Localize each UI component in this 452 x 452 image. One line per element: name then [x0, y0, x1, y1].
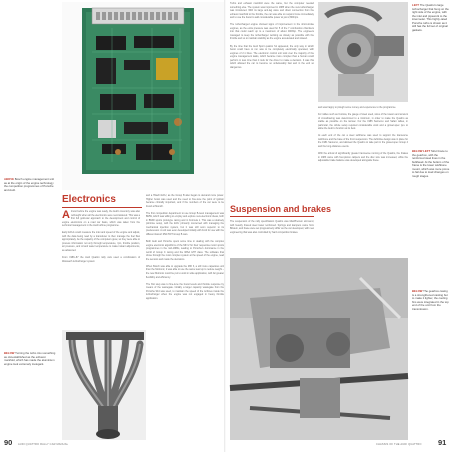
caption-label: ABOVE: [4, 177, 14, 181]
ecu-photo: [62, 2, 224, 190]
caption-text: The gearbox casing is a strengthened casting but to make it lighter, the cooling fins were integrated in the top end of the unit from the transmission.: [412, 289, 449, 311]
exhaust-manifold-photo: [62, 330, 146, 440]
ecu-illustration: [62, 2, 224, 190]
running-head: CHASSIS OF THE AUDI QUATTRO: [376, 443, 422, 446]
turbocharger-photo: [318, 2, 408, 102]
caption-label: LEFT: [412, 3, 419, 7]
heading-rule: [62, 207, 142, 208]
body-text: and was happy to plough some money and experience to the programme. For rallies such as Corsica, the gauge of steel used, sizes of the towers and amount of crossbracing was determined to a minimum, in order to make the Quattro as stable as possible on the tarmac. For the 1985 Sanremo and Safari rallies, in particular, the whole setup required considerable work and a gravel-spec tyre to allow the Audi to function at its best. At each end of the car a steel subframe was used to support the transverse wishbone and the base of the front suspension. The definitive design was in place for the 1981 Sanremo, and allowed the Quattro to take part in the gravel-spec Group 4 and the long-distance events. With the arrival of significantly greater transverse running of the Quattro, the brakes in 1983 came with four-piston calipers and the disc size was increased, while the adjustable brake balance was developed alongside these.: [318, 106, 408, 163]
caption-below: [412, 290, 450, 311]
right-page: [226, 0, 452, 452]
running-head: AUDI QUATTRO RALLY CAR MANUAL: [18, 443, 69, 446]
caption-text: Strut brace to the gearbox, with the reinforced steel lines in the bulkhead. At the bottom of the frame is the lower wishbone mount, which was more prone to fail due to load changes on rough stages.: [412, 149, 450, 178]
page-number: 91: [438, 438, 447, 447]
body-column-1b: [230, 220, 314, 256]
manifold-illustration: [62, 330, 146, 440]
page-number: 90: [4, 438, 13, 447]
caption-below-left: [412, 150, 450, 178]
body-column-2: [318, 106, 408, 216]
body-text: lmost before the engine was ready, the Audi's inventory was also rethought when all the electronics were reconsidered. This was a first full gold-star approach to the development and control of engine electronics on a road car basis, which was taken from the technical management in the Audi turbine programme. Early ECUs could measure the inlet and speed of the engine and adjust, with the data being read by a transducer to then manage the fuel flow appropriately. As the capacity of the computers grew, so they were able to process information not only through temperature, rpm, throttle position, air pressure, and oil and water temperature to make instant adjustments, as advanced. From 1986–87 the Audi Quattro rally cars used a combination of Weissach turbocharger system: [62, 210, 140, 263]
caption-below: [4, 352, 56, 366]
body-text: The suspension of the rally specification Quattro was MacPherson all-round, with heavily braced steel tower reinforced. Springs and dampers came from Bilstein, and these were set progressively stiffer as the car developed, with new engineering that was also controlled by hard competition brakes.: [230, 220, 315, 234]
body-column-1: [62, 210, 140, 330]
caption-label: BELOW: [4, 351, 15, 355]
body-column-1: [230, 2, 314, 202]
dropcap: A: [62, 208, 70, 221]
turbo-illustration: [318, 2, 408, 102]
section-heading: Suspension and brakes: [230, 204, 332, 214]
body-column-2: [146, 194, 224, 388]
caption-text: The Quattro's large turbocharger that hung on the right side of the engine, with the inlet and pipework to the intercooler. This highly-rated Porsche turbo is shown as it still has the full set of original gaskets.: [412, 3, 449, 32]
caption-text: Bosch engine management unit as at the origin of the engine technology the competition programmes of Porsche and Audi.: [4, 177, 55, 192]
heading-rule: [230, 216, 314, 217]
caption-label: BELOW LEFT: [412, 149, 431, 153]
body-text: Turbo and exhaust manifold were the same, but the computer needed something else. The system was improved in 1985 when the new turbocharger was introduced. With its large anti-lag valve and direct connection from the exhaust manifold to the throttle, the car was able to respond more immediately and to use the boost to add considerable power at just 2,800rpm. The turbocharged engine showed signs of improvement in the short-stroke engines, as the extra pressure was used for 5 of the 7 combustion chambers into that could reach up to a maximum of about 490bhp. The engineers managed to keep the turbocharger working as closely as possible with the throttle and so to maintain stability as the engine accelerated and slowed. By the time that the Audi Sport quattro S1 appeared, the only way in which boost could have to run was to be completely electrically operated, with engines of 2.1 litres. The electronic control unit took over the majority of the engine management tasks, which became more complex than a human could perform in less time than it took for the driver to make a decision. It was this which allowed the car to become so unbelievably fast and in the end so dangerous.: [230, 2, 314, 69]
chassis-illustration: [230, 258, 408, 440]
section-heading: Electronics: [62, 194, 116, 205]
body-text: and a Hitachi ECU, as the Group B also began to demand more power. Higher boost was used and the need to fine-tune the point of ignition became critically important, and if the numbers of the car were to be found at Munich. The first competition department to use Group B-level management was BMW, which was willing to employ and explore new electronic ideas, both in BMW sports prototype racing and in Formula 1. This was a relatively primitive setup, with the ECU primarily concerned with managing the mechanical injection system, but it was still soon superior to its predecessor. A unit was even developed initially with Ford for use with the different Escort RS1700T Group B cars. Both Audi and Porsche spent some time in dealing with the complex engine electronic algorithms of the MFI 2 for their respective motor sports programmes in the mid-1980s, leading to Porsche's dominance in the world of Group C racing and the IMSA GTP class. The software that drove through the most complex system at the speed of the engine, read the sensors and made the decisions. When Bosch was able to upgrade the MFI 3, a still more capacious unit than the Motronic, it was able to use the same lead up to reduce weight the new Motronic could be put to work in wide application, with far greater flexibility and efficiency. The first step was to fine-tune the boost levels and throttle response by means of the wastegate. Initially a larger capacity wastegate from the Porsche 944 was used, to maintain the speed of the turbines inside the turbocharger when the engine was not engaged in heavy throttle application.: [146, 194, 224, 300]
caption-above: [4, 178, 56, 192]
caption-label: BELOW: [412, 289, 423, 293]
caption-text: Turning the turbo into something as old-established as the exhaust manifold, which has made the aluminium engine look extremely inelegant.: [4, 351, 56, 366]
strut-brace-photo: [230, 258, 408, 440]
caption-left: [412, 4, 450, 32]
